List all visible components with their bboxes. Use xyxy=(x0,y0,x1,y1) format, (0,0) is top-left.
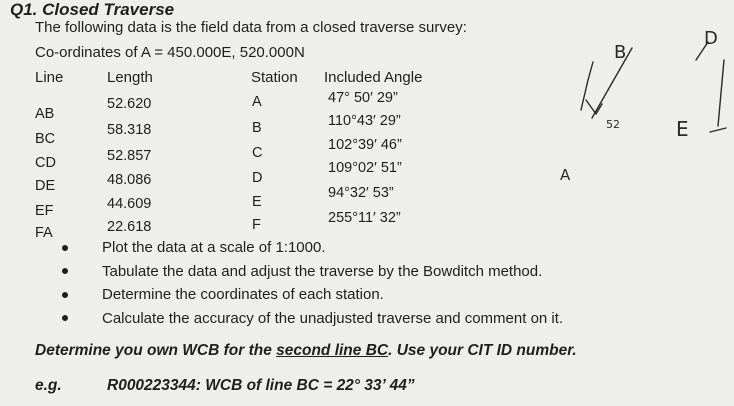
header-included-angle: Included Angle xyxy=(324,69,423,86)
list-item xyxy=(62,307,563,331)
cell-angle: 94°32′ 53” xyxy=(328,185,394,201)
bullet-icon xyxy=(62,268,68,274)
cell-station: B xyxy=(252,120,262,136)
bullet-icon xyxy=(62,315,68,321)
sketch-hook xyxy=(586,100,602,114)
cell-line: BC xyxy=(35,131,56,147)
cell-line: CD xyxy=(35,155,56,171)
handwritten-sketch xyxy=(540,0,734,180)
task-text: Plot the data at a scale of 1:1000. xyxy=(102,239,326,257)
header-station: Station xyxy=(251,69,298,86)
bullet-icon xyxy=(62,292,68,298)
task-text: Calculate the accuracy of the unadjusted traverse and comment on it. xyxy=(102,309,564,327)
cell-length: 52.857 xyxy=(107,148,152,164)
cell-angle: 102°39′ 46” xyxy=(328,137,402,153)
header-length: Length xyxy=(107,69,153,86)
cell-line: AB xyxy=(35,106,55,122)
example-label: e.g. xyxy=(35,377,62,394)
cell-station: D xyxy=(252,170,263,186)
question-title: Q1. Closed Traverse xyxy=(10,0,175,19)
wcb-instruction-end: . Use your CIT ID number. xyxy=(388,342,577,359)
cell-length: 48.086 xyxy=(107,172,152,188)
sketch-line-ab xyxy=(581,62,593,110)
coordinates-text: Co-ordinates of A = 450.000E, 520.000N xyxy=(35,44,305,61)
cell-angle: 255°11′ 32” xyxy=(328,210,401,226)
cell-length: 58.318 xyxy=(107,122,152,138)
list-item xyxy=(62,236,563,260)
task-list xyxy=(62,236,563,330)
cell-line: DE xyxy=(35,178,56,194)
task-text: Determine the coordinates of each station. xyxy=(102,286,384,304)
cell-station: E xyxy=(252,194,262,210)
sketch-line-e xyxy=(710,128,726,132)
cell-line: FA xyxy=(35,225,53,241)
sketch-label-52: 52 xyxy=(606,118,620,131)
cell-angle: 110°43′ 29” xyxy=(328,113,401,129)
example-text: R000223344: WCB of line BC = 22° 33’ 44” xyxy=(107,377,415,394)
sketch-label-e: E xyxy=(676,117,689,141)
wcb-instruction-underlined: second line BC xyxy=(276,342,389,359)
cell-length: 22.618 xyxy=(107,219,152,235)
wcb-instruction xyxy=(35,342,577,360)
cell-station: A xyxy=(252,94,262,110)
sketch-line-e2 xyxy=(718,60,724,126)
cell-station: F xyxy=(252,217,261,233)
sketch-label-d: D xyxy=(704,28,718,49)
cell-line: EF xyxy=(35,203,54,219)
cell-angle: 109°02′ 51” xyxy=(328,160,402,176)
wcb-instruction-start: Determine you own WCB for the xyxy=(35,342,277,359)
bullet-icon xyxy=(62,245,68,251)
task-text: Tabulate the data and adjust the traverse by the Bowditch method. xyxy=(102,262,543,280)
sketch-label-a: A xyxy=(560,166,571,180)
list-item xyxy=(62,283,563,307)
cell-station: C xyxy=(252,145,263,161)
cell-length: 52.620 xyxy=(107,96,152,112)
header-line: Line xyxy=(35,69,64,86)
intro-text: The following data is the field data from a closed traverse survey: xyxy=(35,19,467,36)
list-item xyxy=(62,260,563,284)
cell-angle: 47° 50′ 29” xyxy=(328,90,398,106)
sketch-label-b: B xyxy=(614,42,627,63)
cell-length: 44.609 xyxy=(107,196,152,212)
